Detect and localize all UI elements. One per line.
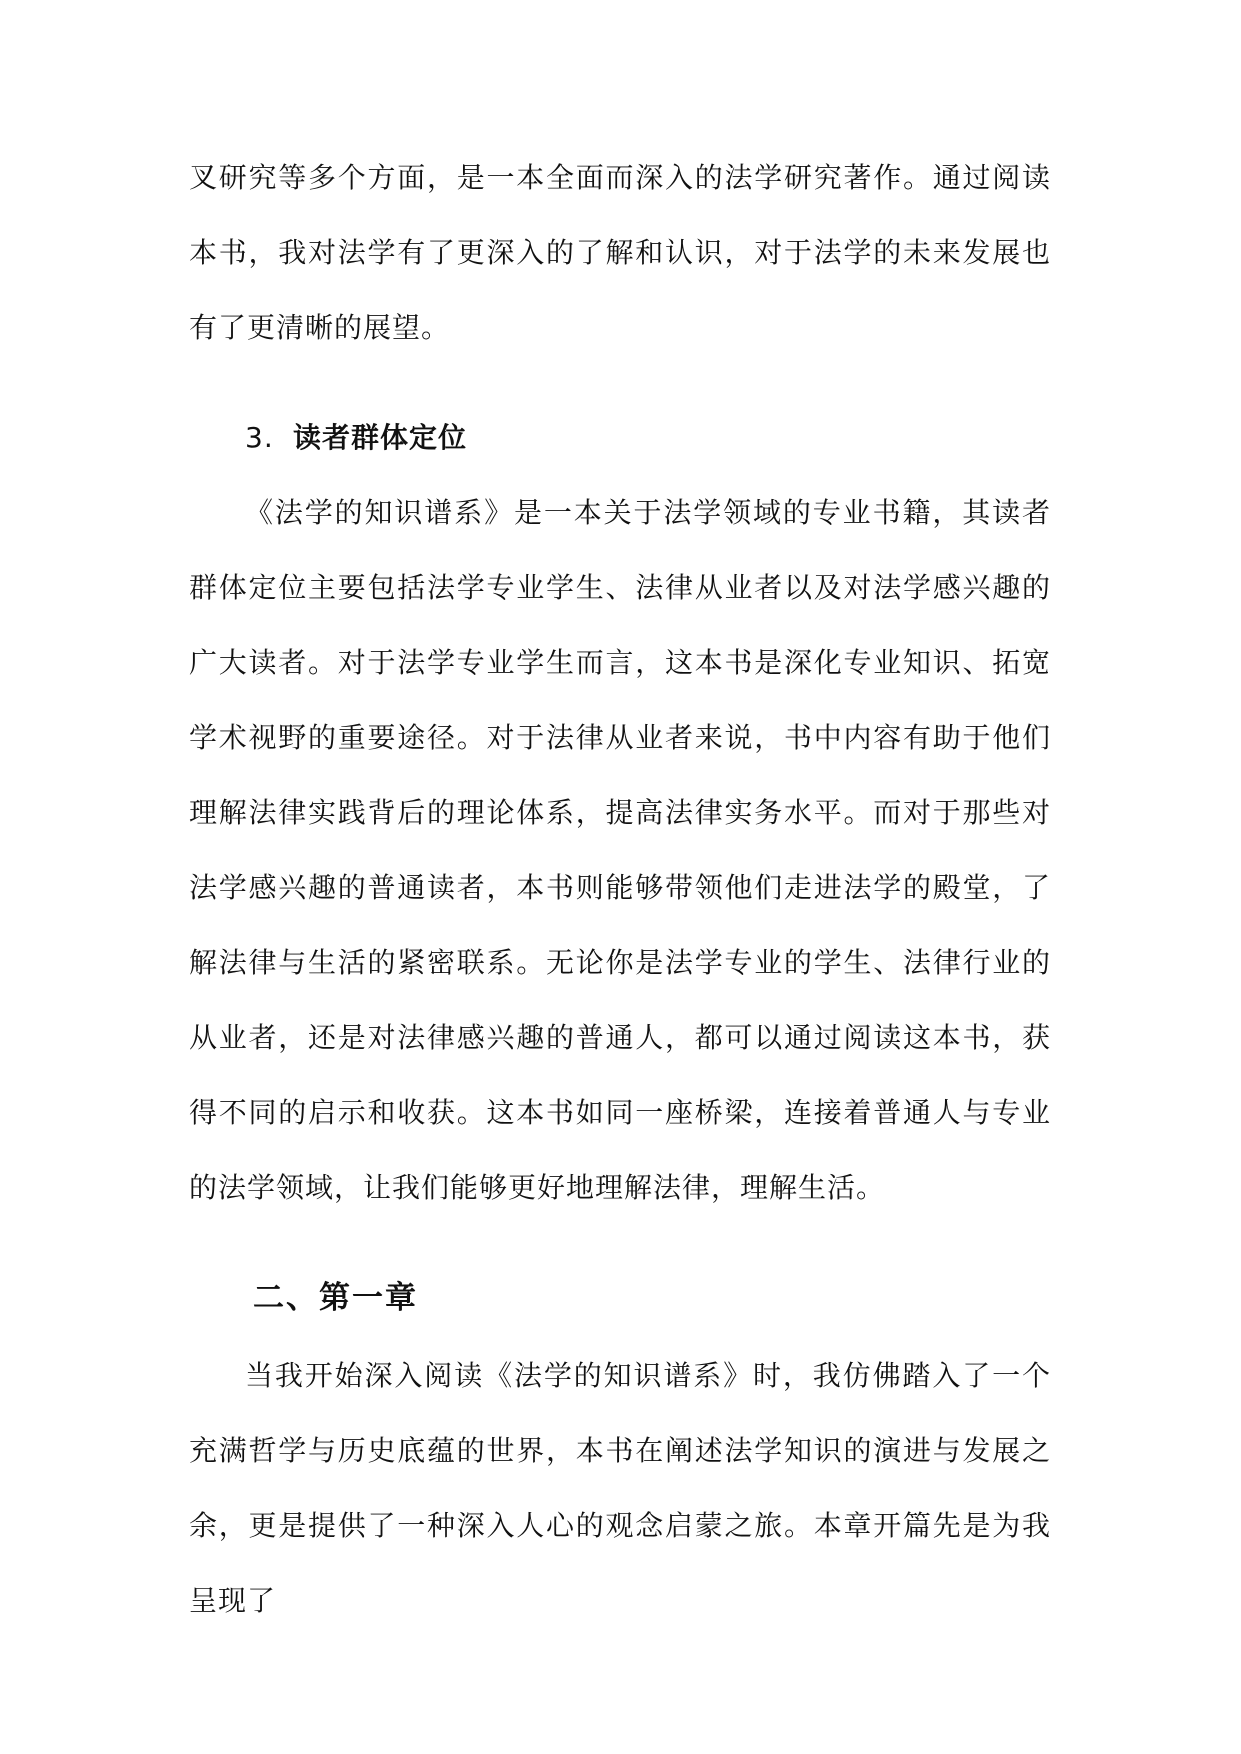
chapter-heading: 二、第一章 <box>253 1280 418 1316</box>
section-number: 3. <box>245 421 274 454</box>
section-heading-reader-positioning <box>189 400 1051 475</box>
reader-positioning-paragraph: 《法学的知识谱系》是一本关于法学领域的专业书籍，其读者群体定位主要包括法学专业学生、法律从业者以及对法学感兴趣的广大读者。对于法学专业学生而言，这本书是深化专业知识、拓宽学术视野的重要途径。对于法律从业者来说，书中内容有助于他们理解法律实践背后的理论体系，提高法律实务水平。而对于那些对法学感兴趣的普通读者，本书则能够带领他们走进法学的殿堂，了解法律与生活的紧密联系。无论你是法学专业的学生、法律行业的从业者，还是对法律感兴趣的普通人，都可以通过阅读这本书，获得不同的启示和收获。这本书如同一座桥梁，连接着普通人与专业的法学领域，让我们能够更好地理解法律，理解生活。 <box>189 496 1051 1204</box>
document-body <box>189 140 1051 1638</box>
chapter-one-paragraph: 当我开始深入阅读《法学的知识谱系》时，我仿佛踏入了一个充满哲学与历史底蕴的世界，本书在阐述法学知识的演进与发展之余，更是提供了一种深入人心的观念启蒙之旅。本章开篇先是为我呈现了 <box>189 1359 1051 1617</box>
section-title: 读者群体定位 <box>293 421 468 454</box>
intro-paragraph: 叉研究等多个方面，是一本全面而深入的法学研究著作。通过阅读本书，我对法学有了更深入的了解和认识，对于法学的未来发展也有了更清晰的展望。 <box>189 161 1051 344</box>
